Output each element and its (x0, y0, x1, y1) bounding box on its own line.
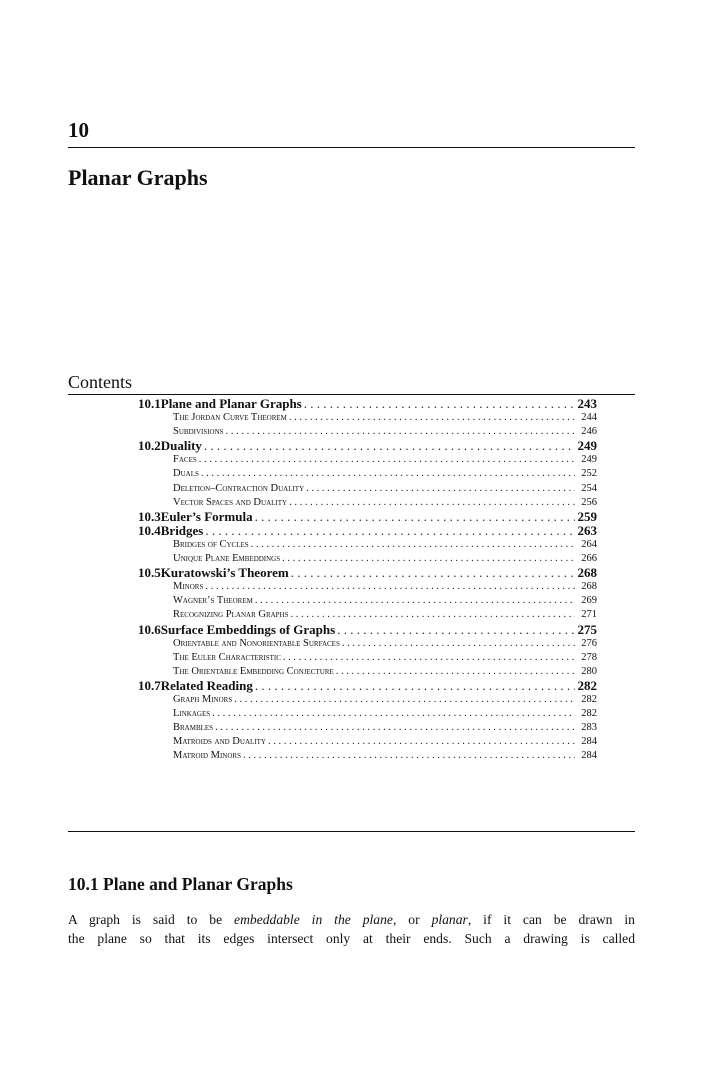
toc-dot-leader (204, 439, 575, 453)
toc-entry-label: Bridges of Cycles (173, 538, 249, 550)
toc-page-number: 282 (581, 693, 597, 705)
toc-page-number: 243 (577, 396, 597, 411)
toc-page-number: 284 (581, 736, 597, 748)
toc-section-number: 10.1 (138, 396, 161, 411)
toc-dot-leader (201, 467, 575, 481)
toc-subsection-entry[interactable] (138, 496, 597, 510)
toc-page-number: 244 (581, 412, 597, 424)
toc-section-number: 10.3 (138, 508, 161, 524)
toc-subsection-entry[interactable] (138, 665, 597, 679)
chapter-number: 10 (68, 118, 89, 142)
toc-page-number: 256 (581, 496, 597, 508)
toc-subsection-entry[interactable] (138, 594, 597, 608)
toc-page-number: 246 (581, 426, 597, 438)
toc-page-number: 269 (581, 595, 597, 607)
toc-dot-leader (337, 623, 575, 637)
toc-entry-label: Kuratowski’s Theorem (160, 565, 289, 581)
toc-subsection-entry[interactable] (138, 552, 597, 566)
toc-section-entry[interactable] (138, 524, 597, 538)
contents-rule-bottom (68, 831, 635, 832)
toc-section-number: 10.4 (138, 522, 161, 538)
paragraph-line-2: the plane so that its edges intersect only at their ends. Such a drawing is called (68, 931, 635, 946)
paragraph-line-1 (68, 910, 635, 929)
toc-entry-label: Duality (160, 438, 202, 454)
toc-section-entry[interactable] (138, 679, 597, 693)
toc-page-number: 268 (577, 565, 597, 581)
toc-subsection-entry[interactable] (138, 467, 597, 481)
toc-subsection-entry[interactable] (138, 608, 597, 622)
toc-dot-leader (283, 651, 575, 665)
toc-dot-leader (336, 665, 575, 679)
toc-page-number: 249 (577, 438, 597, 454)
toc-dot-leader (199, 453, 575, 467)
toc-dot-leader (251, 538, 575, 552)
toc-subsection-entry[interactable] (138, 637, 597, 651)
toc-page-number: 271 (581, 609, 597, 621)
toc-dot-leader (289, 411, 575, 425)
toc-entry-label: The Orientable Embedding Conjecture (173, 665, 334, 677)
toc-section-entry[interactable] (138, 439, 597, 453)
toc-entry-label: The Euler Characteristic (173, 651, 281, 663)
toc-page-number: 249 (581, 454, 597, 466)
toc-page-number: 266 (581, 553, 597, 565)
toc-entry-label: Brambles (173, 722, 214, 734)
toc-entry-label: Wagner’s Theorem (173, 595, 253, 607)
toc-section-entry[interactable] (138, 397, 597, 411)
toc-entry-label: Faces (173, 454, 197, 466)
toc-subsection-entry[interactable] (138, 735, 597, 749)
toc-section-number: 10.2 (138, 438, 161, 454)
toc-subsection-entry[interactable] (138, 425, 597, 439)
toc-entry-label: Bridges (160, 522, 204, 538)
toc-dot-leader (282, 552, 575, 566)
toc-page-number: 283 (581, 722, 597, 734)
section-paragraph (68, 910, 635, 948)
toc-dot-leader (291, 608, 575, 622)
toc-page-number: 280 (581, 665, 597, 677)
toc-dot-leader (291, 566, 575, 580)
toc-page-number: 275 (577, 621, 597, 637)
toc-entry-label: Orientable and Nonorientable Surfaces (173, 637, 340, 649)
toc-entry-label: Deletion–Contraction Duality (173, 482, 305, 494)
toc-subsection-entry[interactable] (138, 749, 597, 763)
toc-subsection-entry[interactable] (138, 721, 597, 735)
chapter-title: Planar Graphs (68, 165, 208, 190)
toc-entry-label: Surface Embeddings of Graphs (160, 621, 336, 637)
text-run: , or (392, 912, 432, 927)
toc-subsection-entry[interactable] (138, 580, 597, 594)
text-run: , if it can be drawn in (467, 912, 635, 927)
toc-section-number: 10.6 (138, 621, 161, 637)
contents-heading: Contents (68, 372, 133, 392)
toc-page-number: 284 (581, 750, 597, 762)
toc-entry-label: Euler’s Formula (160, 508, 253, 524)
toc-section-number: 10.5 (138, 565, 161, 581)
toc-section-entry[interactable] (138, 623, 597, 637)
toc-section-number: 10.7 (138, 677, 161, 693)
toc-subsection-entry[interactable] (138, 651, 597, 665)
toc-section-entry[interactable] (138, 566, 597, 580)
toc-dot-leader (243, 749, 575, 763)
toc-entry-label: The Jordan Curve Theorem (173, 412, 287, 424)
toc-dot-leader (255, 510, 575, 524)
toc-dot-leader (215, 721, 575, 735)
toc-entry-label: Minors (173, 581, 204, 593)
toc-entry-label: Graph Minors (173, 693, 233, 705)
toc-entry-label: Linkages (173, 708, 211, 720)
toc-entry-label: Recognizing Planar Graphs (173, 609, 289, 621)
toc-entry-label: Plane and Planar Graphs (160, 396, 302, 411)
toc-subsection-entry[interactable] (138, 482, 597, 496)
toc-entry-label: Matroids and Duality (173, 736, 266, 748)
toc-dot-leader (342, 637, 575, 651)
toc-page-number: 282 (581, 708, 597, 720)
toc-page-number: 264 (581, 538, 597, 550)
toc-subsection-entry[interactable] (138, 411, 597, 425)
contents-rule-top (68, 394, 635, 395)
table-of-contents (138, 397, 597, 763)
section-heading: 10.1 Plane and Planar Graphs (68, 874, 293, 894)
toc-subsection-entry[interactable] (138, 693, 597, 707)
toc-dot-leader (226, 425, 575, 439)
toc-entry-label: Vector Spaces and Duality (173, 496, 288, 508)
emphasis-term: embeddable in the plane (234, 912, 393, 927)
text-run: A graph is said to be (68, 912, 235, 927)
toc-page-number: 282 (577, 677, 597, 693)
toc-page-number: 259 (577, 508, 597, 524)
toc-subsection-entry[interactable] (138, 707, 597, 721)
toc-subsection-entry[interactable] (138, 453, 597, 467)
toc-page-number: 278 (581, 651, 597, 663)
toc-section-entry[interactable] (138, 510, 597, 524)
toc-dot-leader (205, 580, 575, 594)
chapter-rule (68, 147, 635, 148)
toc-entry-label: Duals (173, 468, 199, 480)
toc-dot-leader (304, 397, 575, 411)
toc-dot-leader (255, 679, 575, 693)
toc-dot-leader (289, 496, 575, 510)
toc-dot-leader (268, 735, 575, 749)
toc-page-number: 263 (577, 522, 597, 538)
toc-page-number: 276 (581, 637, 597, 649)
toc-entry-label: Subdivisions (173, 426, 224, 438)
toc-entry-label: Unique Plane Embeddings (173, 553, 281, 565)
toc-subsection-entry[interactable] (138, 538, 597, 552)
toc-dot-leader (212, 707, 575, 721)
toc-dot-leader (255, 594, 575, 608)
toc-page-number: 252 (581, 468, 597, 480)
toc-page-number: 268 (581, 581, 597, 593)
toc-entry-label: Related Reading (160, 677, 253, 693)
toc-dot-leader (234, 693, 575, 707)
toc-entry-label: Matroid Minors (173, 750, 241, 762)
toc-dot-leader (306, 482, 575, 496)
emphasis-term: planar (431, 912, 468, 927)
toc-dot-leader (205, 524, 575, 538)
toc-page-number: 254 (581, 482, 597, 494)
